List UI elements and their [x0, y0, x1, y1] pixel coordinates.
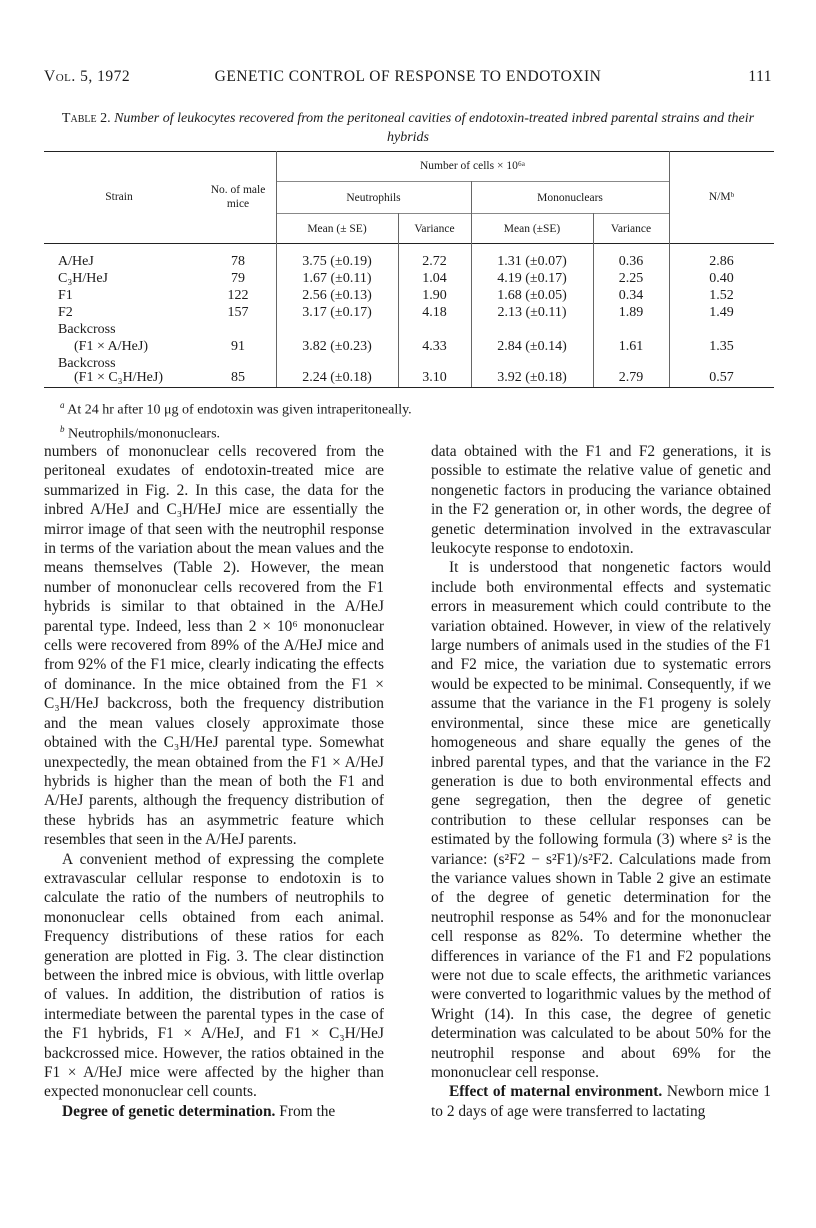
cells-group-rule: [276, 181, 669, 182]
paragraph-text: From the: [275, 1102, 336, 1120]
row-neutro-mean: 2.24 (±0.18): [302, 370, 372, 385]
header-nm: N/Mᵇ: [708, 191, 735, 203]
header-mono-mean: Mean (±SE): [503, 223, 561, 235]
journal-volume: Vol. 5, 1972: [44, 68, 131, 85]
footnote-a: $^a$ At 24 hr after 10 μg of endotoxin was given intraperitoneally.: [60, 400, 412, 418]
right-column: [431, 442, 771, 1121]
section-heading: Degree of genetic determination.: [62, 1102, 276, 1120]
page-number: 111: [748, 68, 772, 85]
row-mono-mean: 1.68 (±0.05): [497, 288, 567, 303]
row-neutro-mean: 3.17 (±0.17): [302, 305, 372, 320]
paragraph: numbers of mononuclear cells recovered from the peritoneal exudates of endotoxin-treated mice are summarized in Fig. 2. In this case, the data for the inbred A/HeJ and C₃H/HeJ mice are essentially the mirror image of that seen with the neutrophil response in terms of the variation about the mean values and the means themselves (Table 2). However, the mean number of mononuclear cells recovered from the F1 hybrids is similar to that obtained in the A/HeJ parental type. Indeed, less than 2 × 10⁶ mononuclear cells were recovered from 89% of the A/HeJ mice and from 92% of the F1 mice, clearly indicating the effects of dominance. In the mice obtained from the F1 × C₃H/HeJ backcross, both the frequency distribution and the mean values closely approximate those obtained with the C₃H/HeJ parental type. Somewhat unexpectedly, the mean obtained from the F1 × A/HeJ hybrids is higher than the mean of both the F1 and A/HeJ parents, although the frequency distribution of these hybrids has an asymmetric feature which resembles that seen in the A/HeJ parents.: [44, 443, 384, 849]
row-strain-detail: (F1 × A/HeJ): [74, 339, 149, 354]
running-header: [44, 68, 772, 92]
table-label: Table 2.: [61, 111, 111, 126]
header-neutro-mean: Mean (± SE): [307, 223, 367, 235]
row-strain: Backcross: [58, 322, 116, 337]
row-strain: A/HeJ: [58, 254, 94, 269]
data-table: [44, 151, 774, 387]
row-strain-detail: (F1 × C₃H/HeJ): [74, 370, 163, 385]
row-strain: C₃H/HeJ: [58, 271, 108, 286]
row-neutro-mean: 3.75 (±0.19): [302, 254, 372, 269]
header-neutro-variance: Variance: [414, 223, 455, 235]
row-mono-variance: 1.89: [618, 305, 644, 320]
footnote-b-text: Neutrophils/mononuclears.: [68, 426, 221, 442]
row-mono-variance: 1.61: [618, 339, 644, 354]
header-strain: Strain: [105, 191, 133, 203]
row-mono-variance: 2.25: [618, 271, 644, 286]
row-mice: 78: [231, 254, 245, 269]
table-footnotes: [60, 396, 412, 443]
paragraph: data obtained with the F1 and F2 generations, it is possible to estimate the relative value of genetic and nongenetic factors in producing the variance obtained in the F2 generation or, in other words, the degree of genetic determination involved in the extravascular leukocyte response to endotoxin.: [431, 443, 771, 558]
row-neutro-mean: 2.56 (±0.13): [302, 288, 372, 303]
row-mice: 91: [231, 339, 245, 354]
row-strain: F1: [58, 288, 73, 303]
row-nm: 1.35: [709, 339, 734, 354]
row-neutro-mean: 1.67 (±0.11): [302, 271, 372, 286]
header-mono-variance: Variance: [610, 223, 652, 235]
row-mono-variance: 0.34: [618, 288, 644, 303]
row-mono-variance: 0.36: [618, 254, 644, 269]
footnote-a-text: At 24 hr after 10 μg of endotoxin was given intraperitoneally.: [67, 402, 412, 418]
header-bottom-rule: [44, 243, 774, 244]
row-strain: F2: [58, 305, 73, 320]
row-nm: 0.40: [709, 271, 734, 286]
paragraph: [431, 1082, 771, 1121]
running-title: GENETIC CONTROL OF RESPONSE TO ENDOTOXIN: [214, 68, 602, 85]
row-nm: 0.57: [709, 370, 734, 385]
header-male-mice: No. of male mice: [210, 184, 266, 210]
table-bottom-rule: [44, 387, 774, 388]
row-mono-mean: 1.31 (±0.07): [497, 254, 567, 269]
paragraph-text: Newborn mice 1 to 2 days of age were transferred to lactating: [431, 1083, 771, 1120]
paragraph: [44, 1102, 384, 1121]
subgroup-rule: [276, 213, 669, 214]
row-mono-mean: 3.92 (±0.18): [497, 370, 567, 385]
row-neutro-variance: 4.18: [422, 305, 447, 320]
row-neutro-mean: 3.82 (±0.23): [302, 339, 372, 354]
row-mice: 122: [227, 288, 249, 303]
row-neutro-variance: 2.72: [422, 254, 447, 269]
header-cells-group: Number of cells × 10⁶ᵃ: [420, 160, 525, 172]
table-caption-text: Number of leukocytes recovered from the peritoneal cavities of endotoxin-treated inbred parental strains and their hybrids: [114, 111, 755, 145]
header-mononuclears: Mononuclears: [537, 192, 603, 204]
paragraph: It is understood that nongenetic factors would include both environmental effects and systematic errors in measurement which could contribute to the variation obtained. However, in view of the relatively large numbers of animals used in the studies of the F1 and F2 mice, the variation due to systematic errors would be expected to be minimal. Consequently, if we assume that the variance in the F1 progeny is solely environmental, since these mice are genetically homogeneous and share equally the genes of the inbred parental types, and that the variance in the F2 generation is due to both environmental effects and gene segregation, then the degree of genetic contribution to these cellular responses can be estimated by the following formula (3) where s² is the variance: (s²F2 − s²F1)/s²F2. Calculations made from the variance values shown in Table 2 give an estimate of the degree of genetic determination for the neutrophil response as 54% and for the mononuclear cell response as 82%. To determine whether the differences in variance of the F1 and F2 populations were not due to scale effects, the arithmetic variances were converted to logarithmic values by the method of Wright (14). In this case, the degree of genetic determination was calculated to be about 50% for the neutrophil response and about 69% for the mononuclear cell response.: [431, 559, 771, 1081]
header-neutrophils: Neutrophils: [346, 192, 401, 204]
row-mice: 79: [231, 271, 245, 286]
footnote-b: $^b$ Neutrophils/mononuclears.: [60, 423, 221, 442]
row-nm: 2.86: [709, 254, 734, 269]
row-neutro-variance: 1.04: [422, 271, 447, 286]
paragraph: A convenient method of expressing the complete extravascular cellular response to endotoxin is to calculate the ratio of the numbers of neutrophils to mononuclear cells obtained from each animal. Frequency distributions of these ratios for each generation are plotted in Fig. 3. The clear distinction between the inbred mice is obvious, with little overlap of values. In addition, the distribution of ratios is intermediate between the parental types in the case of the F1 hybrids, F1 × A/HeJ, and F1 × C₃H/HeJ backcrossed mice. However, the ratios obtained in the F1 × A/HeJ mice were affected by the higher than expected mononuclear cell counts.: [44, 850, 384, 1101]
row-mice: 85: [231, 370, 245, 385]
left-column: [44, 442, 384, 1121]
row-mono-mean: 4.19 (±0.17): [497, 271, 567, 286]
row-mono-mean: 2.13 (±0.11): [497, 305, 567, 320]
row-nm: 1.52: [709, 288, 734, 303]
row-mice: 157: [227, 305, 249, 320]
table-caption: [60, 109, 756, 147]
row-neutro-variance: 1.90: [422, 288, 447, 303]
row-mono-mean: 2.84 (±0.14): [497, 339, 567, 354]
row-neutro-variance: 4.33: [422, 339, 447, 354]
row-nm: 1.49: [709, 305, 734, 320]
row-mono-variance: 2.79: [618, 370, 644, 385]
row-neutro-variance: 3.10: [422, 370, 447, 385]
row-strain: Backcross: [58, 356, 116, 371]
section-heading: Effect of maternal environment.: [449, 1083, 663, 1101]
table-top-rule: [44, 151, 774, 152]
